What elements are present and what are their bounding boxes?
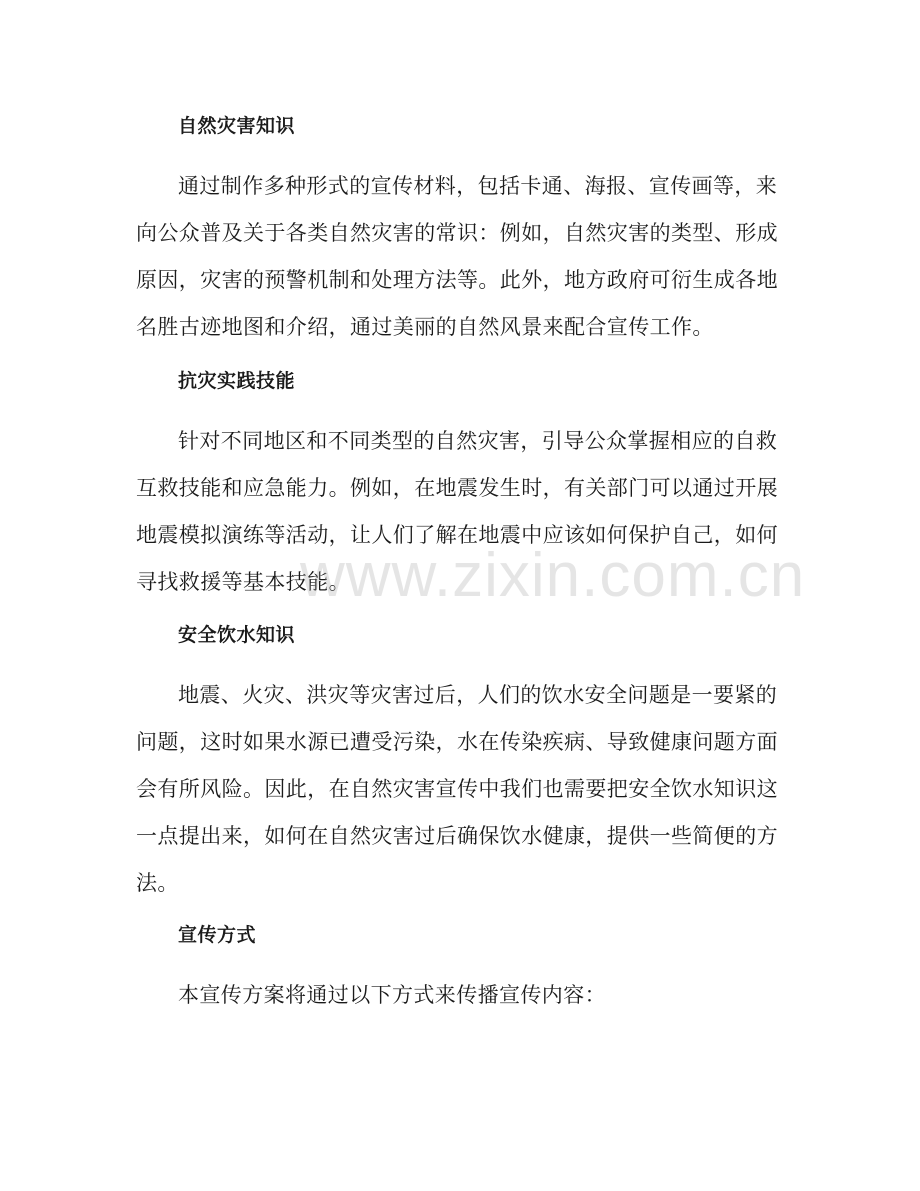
watermark: www.zixin.com.cn bbox=[300, 541, 806, 610]
section-paragraph bbox=[136, 163, 776, 351]
section-heading: 抗灾实践技能 bbox=[178, 370, 296, 392]
section-heading: 宣传方式 bbox=[178, 924, 257, 946]
paragraph-line: 通过制作多种形式的宣传材料，包括卡通、海报、宣传画等，来 bbox=[178, 174, 778, 198]
paragraph-line: 地震、火灾、洪灾等灾害过后，人们的饮水安全问题是一要紧的 bbox=[178, 683, 778, 707]
paragraph-line: 名胜古迹地图和介绍，通过美丽的自然风景来配合宣传工作。 bbox=[136, 315, 714, 339]
section-paragraph bbox=[136, 972, 776, 1019]
paragraph-line: 法。 bbox=[136, 871, 179, 895]
paragraph-line: 寻找救援等基本技能。 bbox=[136, 570, 350, 594]
section-safe-drinking-water bbox=[136, 622, 776, 907]
section-paragraph bbox=[136, 672, 776, 907]
paragraph-line: 地震模拟演练等活动，让人们了解在地震中应该如何保护自己，如何 bbox=[136, 523, 778, 547]
paragraph-line: 一点提出来，如何在自然灾害过后确保饮水健康，提供一些简便的方 bbox=[136, 824, 778, 848]
section-publicity-methods bbox=[136, 922, 776, 1019]
paragraph-line: 向公众普及关于各类自然灾害的常识：例如，自然灾害的类型、形成 bbox=[136, 221, 778, 245]
paragraph-line: 互救技能和应急能力。例如，在地震发生时，有关部门可以通过开展 bbox=[136, 476, 778, 500]
section-natural-disaster-knowledge bbox=[136, 113, 776, 351]
paragraph-line: 会有所风险。因此，在自然灾害宣传中我们也需要把安全饮水知识这 bbox=[136, 777, 778, 801]
section-heading: 安全饮水知识 bbox=[178, 624, 296, 646]
section-paragraph bbox=[136, 418, 776, 606]
paragraph-line: 针对不同地区和不同类型的自然灾害，引导公众掌握相应的自救 bbox=[178, 429, 778, 453]
section-disaster-practice-skills bbox=[136, 368, 776, 606]
paragraph-line: 本宣传方案将通过以下方式来传播宣传内容： bbox=[178, 983, 606, 1007]
section-heading: 自然灾害知识 bbox=[178, 115, 296, 137]
paragraph-line: 原因，灾害的预警机制和处理方法等。此外，地方政府可衍生成各地 bbox=[136, 268, 778, 292]
paragraph-line: 问题，这时如果水源已遭受污染，水在传染疾病、导致健康问题方面 bbox=[136, 730, 778, 754]
